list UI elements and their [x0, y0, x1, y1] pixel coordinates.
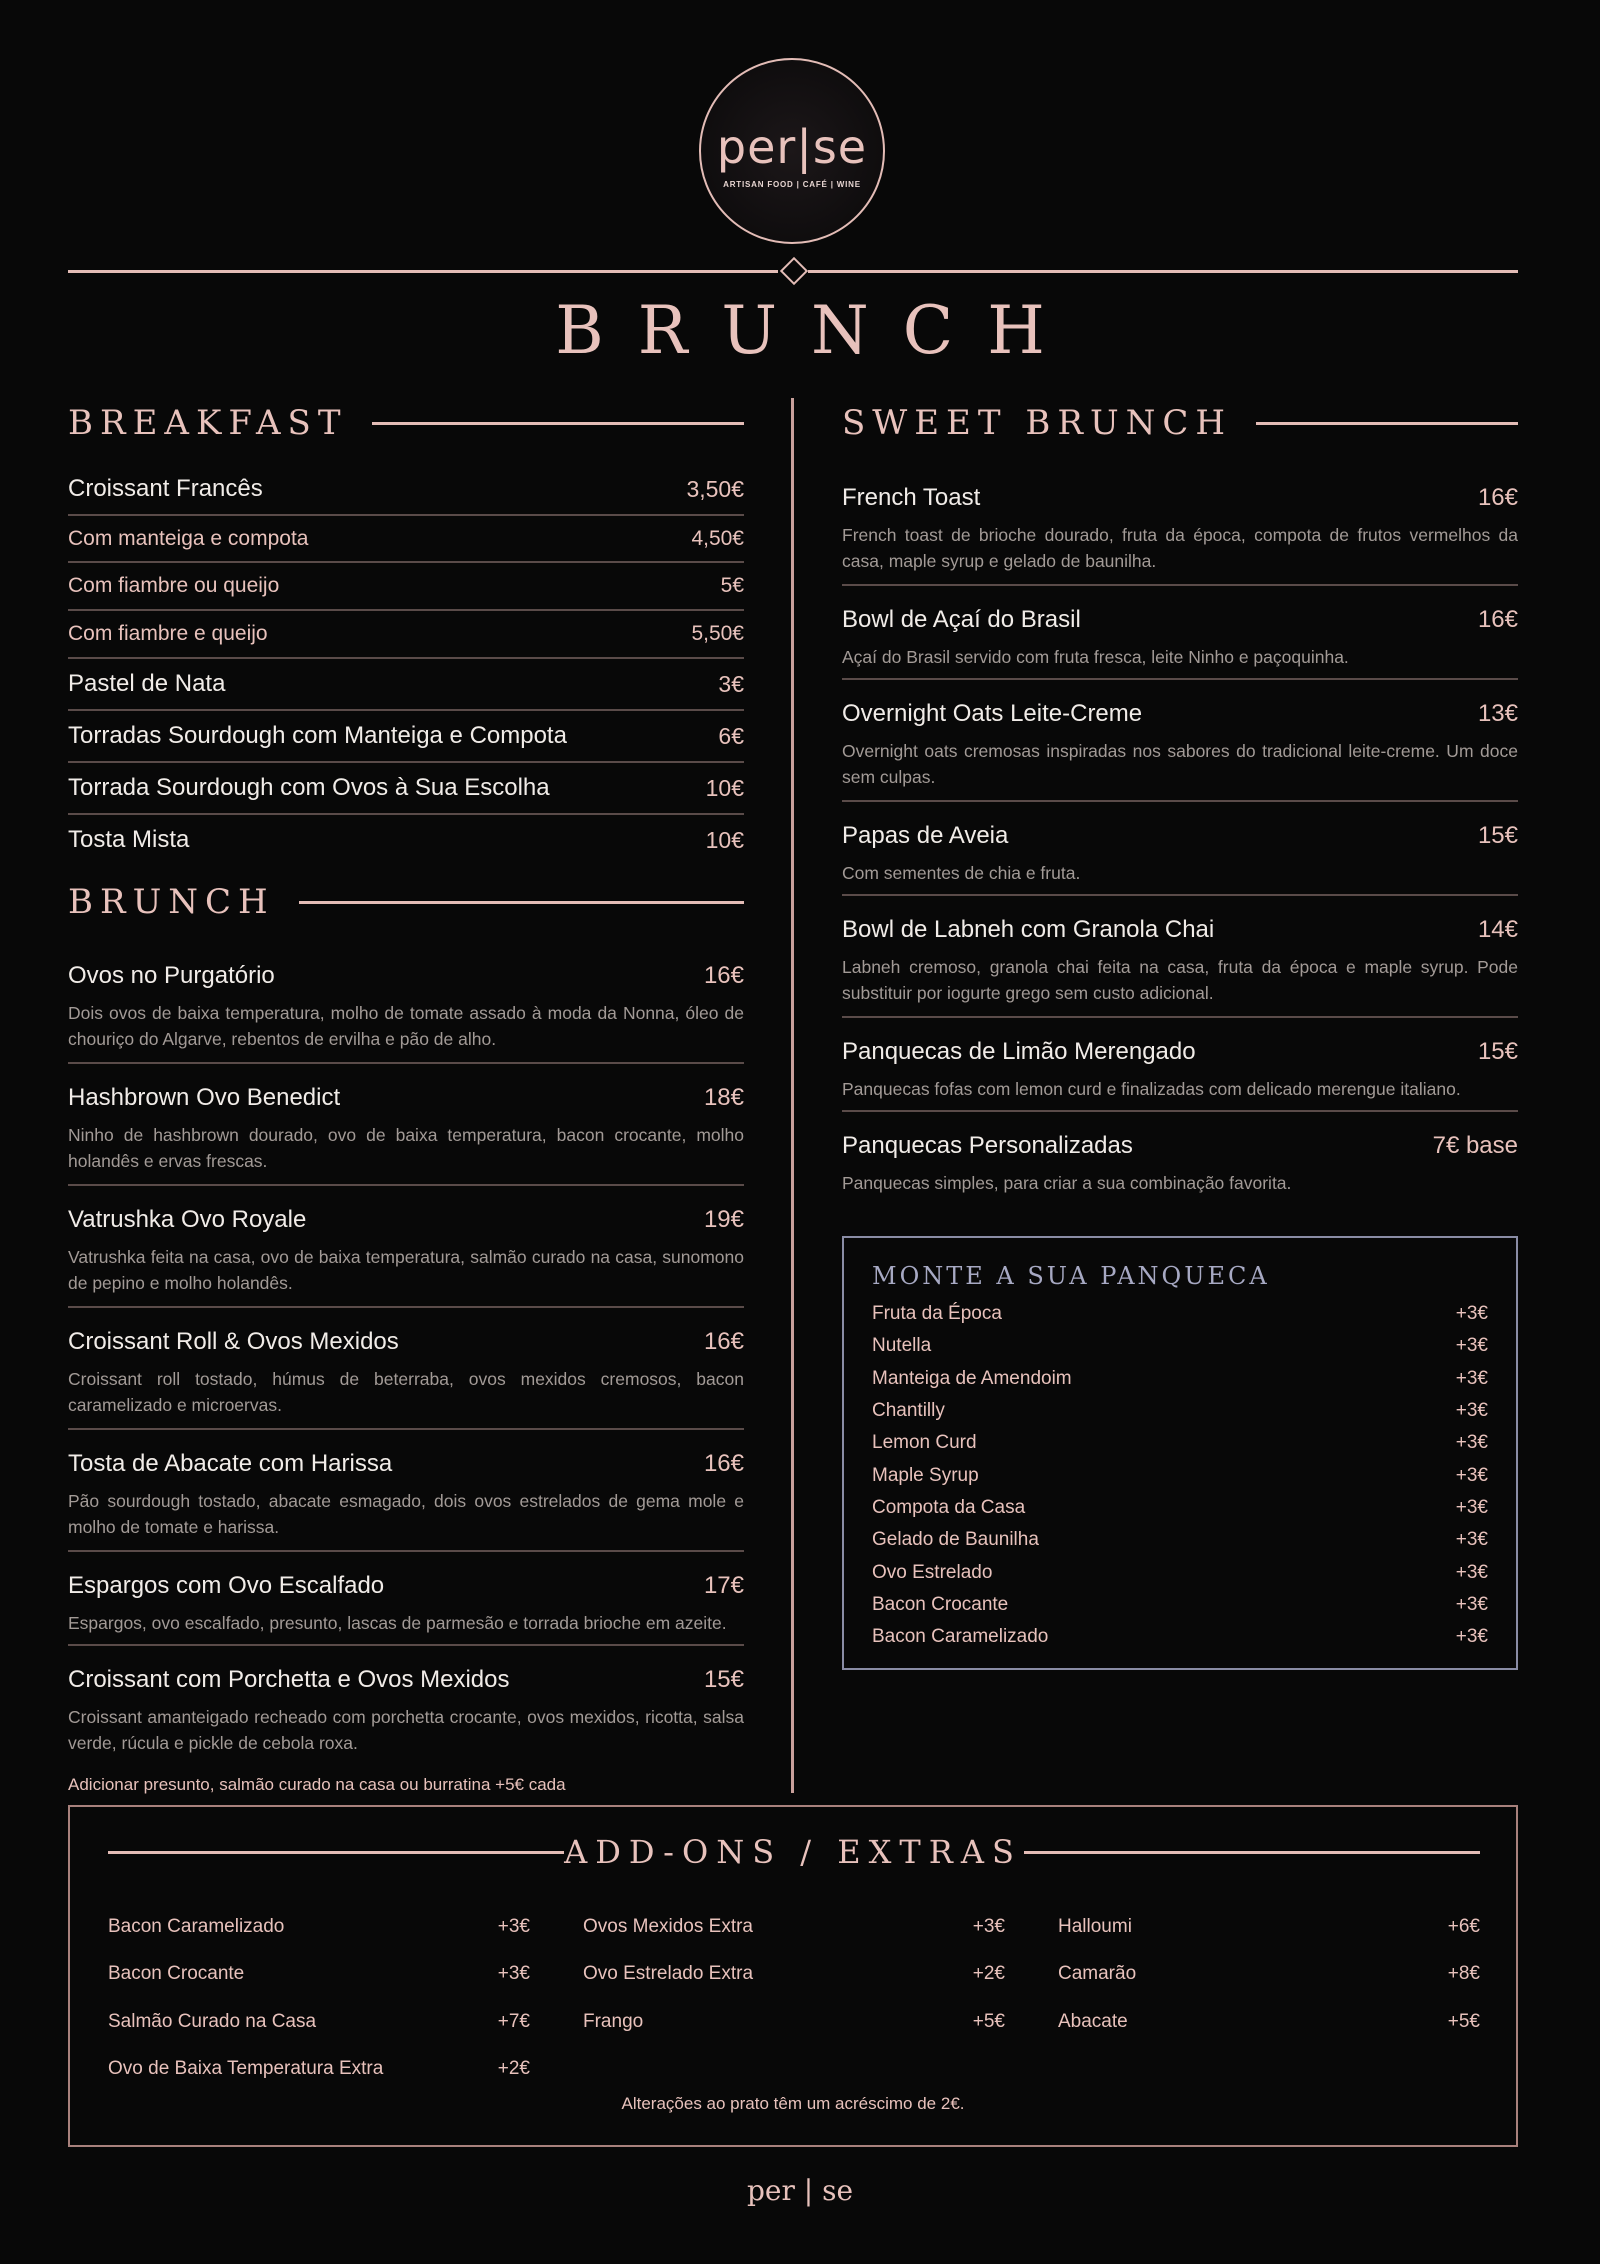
dish-price: 15€	[703, 1666, 744, 1693]
dish-description: Com sementes de chia e fruta.	[842, 863, 1081, 883]
breakfast-item-name: Com fiambre ou queijo	[68, 574, 280, 597]
dish-name: Papas de Aveia	[842, 822, 1009, 849]
pancake-topping	[872, 1621, 1488, 1653]
dish-description: French toast de brioche dourado, fruta da época, compota de frutos vermelhos da casa, maple syrup e gelado de baunilha.	[842, 525, 1518, 571]
pancake-topping-price: +3€	[1455, 1561, 1488, 1583]
pancake-topping-price: +3€	[1455, 1593, 1488, 1615]
breakfast-item	[68, 464, 744, 516]
header-divider-right	[808, 270, 1518, 273]
addon-item	[583, 1903, 1005, 1951]
brunch-title: BRUNCH	[68, 882, 275, 922]
breakfast-item-price: 3€	[718, 670, 744, 697]
pancake-topping	[872, 1524, 1488, 1556]
dish-item	[68, 1444, 744, 1552]
breakfast-item	[68, 659, 744, 711]
addon-price: +5€	[1447, 2010, 1480, 2032]
dish-price: 16€	[703, 1450, 744, 1477]
addon-item	[108, 2046, 530, 2094]
addon-price: +6€	[1447, 1915, 1480, 1937]
dish-price: 16€	[1477, 606, 1518, 633]
dish-name: Overnight Oats Leite-Creme	[842, 700, 1143, 727]
addon-price: +5€	[972, 2010, 1005, 2032]
pancake-topping-name: Chantilly	[872, 1400, 945, 1422]
dish-header	[68, 1666, 744, 1694]
pancake-topping-price: +3€	[1455, 1432, 1488, 1454]
addon-name: Salmão Curado na Casa	[108, 2010, 317, 2032]
sweet-brunch-heading-rule	[1256, 422, 1518, 425]
dish-header	[68, 1450, 744, 1478]
pancake-topping	[872, 1395, 1488, 1427]
addon-item	[1058, 1951, 1480, 1999]
pancake-topping-price: +3€	[1455, 1464, 1488, 1486]
breakfast-item-price: 4,50€	[691, 526, 744, 550]
dish-description: Panquecas simples, para criar a sua combinação favorita.	[842, 1173, 1292, 1193]
dish-item	[68, 1566, 744, 1646]
dish-description: Vatrushka feita na casa, ovo de baixa temperatura, salmão curado na casa, sunomono de pepino e molho holandês.	[68, 1247, 744, 1293]
addon-price: +3€	[972, 1915, 1005, 1937]
breakfast-item	[68, 611, 744, 659]
dish-name: Ovos no Purgatório	[68, 962, 275, 989]
addons-column-1	[108, 1903, 530, 2093]
addon-name: Halloumi	[1058, 1915, 1132, 1937]
breakfast-item-price: 6€	[718, 722, 744, 749]
page-title: BRUNCH	[555, 292, 1079, 369]
addon-price: +2€	[497, 2058, 530, 2080]
dish-item	[68, 1078, 744, 1186]
dish-name: Panquecas de Limão Merengado	[842, 1038, 1196, 1065]
dish-price: 7€ base	[1432, 1132, 1518, 1159]
dish-price: 13€	[1477, 700, 1518, 727]
dish-description: Overnight oats cremosas inspiradas nos sabores do tradicional leite-creme. Um doce sem culpas.	[842, 741, 1518, 787]
dish-item	[68, 1660, 744, 1753]
sweet-brunch-heading	[842, 403, 1518, 443]
logo-word: per|se	[716, 120, 868, 174]
dish-item	[68, 956, 744, 1064]
dish-name: Croissant Roll & Ovos Mexidos	[68, 1328, 399, 1355]
breakfast-item-name: Tosta Mista	[68, 826, 190, 853]
pancake-topping-name: Manteiga de Amendoim	[872, 1367, 1072, 1389]
addon-item	[1058, 1903, 1480, 1951]
breakfast-item	[68, 815, 744, 865]
addon-name: Ovo de Baixa Temperatura Extra	[108, 2058, 384, 2080]
addon-item	[108, 1951, 530, 1999]
pancake-topping-name: Compota da Casa	[872, 1496, 1026, 1518]
breakfast-item-price: 5€	[720, 574, 744, 597]
dish-description: Espargos, ovo escalfado, presunto, lascas de parmesão e torrada brioche em azeite.	[68, 1613, 727, 1633]
breakfast-item-name: Com fiambre e queijo	[68, 622, 268, 645]
addon-price: +2€	[972, 1963, 1005, 1985]
dish-price: 16€	[703, 1328, 744, 1355]
breakfast-item	[68, 763, 744, 815]
pancake-topping-price: +3€	[1455, 1400, 1488, 1422]
addon-price: +7€	[497, 2010, 530, 2032]
pancake-topping-price: +3€	[1455, 1303, 1488, 1325]
dish-header	[68, 962, 744, 990]
dish-name: Croissant com Porchetta e Ovos Mexidos	[68, 1666, 510, 1693]
dish-item	[842, 1032, 1518, 1112]
dish-header	[842, 822, 1518, 850]
addon-item	[108, 1998, 530, 2046]
brunch-addon-note: Adicionar presunto, salmão curado na casa ou burratina +5€ cada	[68, 1775, 566, 1794]
pancake-topping-name: Nutella	[872, 1335, 932, 1357]
dish-price: 16€	[703, 962, 744, 989]
footer-logo: per | se	[746, 2174, 854, 2207]
dish-header	[68, 1206, 744, 1234]
dish-description: Croissant amanteigado recheado com porchetta crocante, ovos mexidos, ricotta, salsa verde, rúcula e pickle de cebola roxa.	[68, 1707, 744, 1753]
addon-name: Bacon Caramelizado	[108, 1915, 285, 1937]
sweet-brunch-title: SWEET BRUNCH	[842, 403, 1233, 443]
dish-name: Tosta de Abacate com Harissa	[68, 1450, 393, 1477]
brunch-list	[68, 956, 744, 1764]
breakfast-title: BREAKFAST	[68, 403, 348, 443]
pancake-topping	[872, 1556, 1488, 1588]
addon-item	[583, 1951, 1005, 1999]
breakfast-item-price: 3,50€	[686, 475, 744, 502]
dish-name: French Toast	[842, 484, 981, 511]
pancake-topping-name: Maple Syrup	[872, 1464, 979, 1486]
brunch-heading-rule	[299, 901, 744, 904]
dish-price: 14€	[1477, 916, 1518, 943]
addon-price: +8€	[1447, 1963, 1480, 1985]
breakfast-heading-rule	[372, 422, 744, 425]
dish-item	[842, 1126, 1518, 1206]
dish-item	[842, 600, 1518, 680]
pancake-topping	[872, 1459, 1488, 1491]
dish-item	[842, 478, 1518, 586]
dish-description: Labneh cremoso, granola chai feita na casa, fruta da época e maple syrup. Pode substituir por iogurte grego sem custo adicional.	[842, 957, 1518, 1003]
dish-description: Açaí do Brasil servido com fruta fresca, leite Ninho e paçoquinha.	[842, 647, 1349, 667]
dish-description: Panquecas fofas com lemon curd e finalizadas com delicado merengue italiano.	[842, 1079, 1461, 1099]
breakfast-list	[68, 464, 744, 865]
pancake-topping	[872, 1298, 1488, 1330]
breakfast-item-name: Croissant Francês	[68, 475, 263, 502]
dish-name: Bowl de Labneh com Granola Chai	[842, 916, 1215, 943]
addons-rule-right	[1024, 1851, 1480, 1854]
addon-name: Ovos Mexidos Extra	[583, 1915, 753, 1937]
dish-price: 17€	[703, 1572, 744, 1599]
addon-name: Frango	[583, 2010, 644, 2032]
addon-item	[108, 1903, 530, 1951]
dish-header	[842, 1132, 1518, 1160]
pancake-builder-list	[872, 1298, 1488, 1653]
dish-header	[68, 1328, 744, 1356]
addons-title: ADD-ONS / EXTRAS	[564, 1833, 1022, 1871]
breakfast-item	[68, 563, 744, 611]
addon-price: +3€	[497, 1915, 530, 1937]
brunch-heading	[68, 882, 744, 922]
addons-column-3	[1058, 1903, 1480, 2046]
addon-name: Ovo Estrelado Extra	[583, 1963, 754, 1985]
addons-column-2	[583, 1903, 1005, 2046]
addon-name: Camarão	[1058, 1963, 1137, 1985]
dish-name: Hashbrown Ovo Benedict	[68, 1084, 341, 1111]
breakfast-item	[68, 516, 744, 563]
pancake-topping-name: Gelado de Baunilha	[872, 1529, 1039, 1551]
pancake-builder-title: MONTE A SUA PANQUECA	[872, 1262, 1270, 1290]
addon-price: +3€	[497, 1963, 530, 1985]
dish-header	[842, 916, 1518, 944]
dish-price: 16€	[1477, 484, 1518, 511]
pancake-topping	[872, 1492, 1488, 1524]
pancake-topping-price: +3€	[1455, 1529, 1488, 1551]
pancake-topping-name: Bacon Caramelizado	[872, 1626, 1049, 1648]
addon-item	[583, 1998, 1005, 2046]
dish-description: Ninho de hashbrown dourado, ovo de baixa temperatura, bacon crocante, molho holandês e ervas frescas.	[68, 1125, 744, 1171]
breakfast-item-name: Com manteiga e compota	[68, 526, 309, 550]
dish-item	[842, 910, 1518, 1018]
dish-price: 15€	[1477, 822, 1518, 849]
addon-name: Bacon Crocante	[108, 1963, 245, 1985]
dish-description: Croissant roll tostado, húmus de beterraba, ovos mexidos cremosos, bacon caramelizado e microervas.	[68, 1369, 744, 1415]
pancake-topping	[872, 1363, 1488, 1395]
dish-description: Dois ovos de baixa temperatura, molho de tomate assado à moda da Nonna, óleo de chouriço do Algarve, rebentos de ervilha e pão de alho.	[68, 1003, 744, 1049]
dish-item	[842, 816, 1518, 896]
pancake-topping-name: Fruta da Época	[872, 1303, 1002, 1325]
breakfast-item-price: 5,50€	[691, 622, 744, 645]
dish-item	[68, 1322, 744, 1430]
pancake-topping	[872, 1589, 1488, 1621]
pancake-topping-price: +3€	[1455, 1335, 1488, 1357]
sweet-brunch-list	[842, 478, 1518, 1220]
header-divider-diamond	[780, 257, 808, 285]
pancake-topping-name: Bacon Crocante	[872, 1593, 1009, 1615]
column-divider	[791, 398, 794, 1793]
dish-item	[68, 1200, 744, 1308]
pancake-topping	[872, 1330, 1488, 1362]
pancake-topping-price: +3€	[1455, 1367, 1488, 1389]
dish-header	[68, 1572, 744, 1600]
addons-note: Alterações ao prato têm um acréscimo de 2€.	[621, 2094, 965, 2113]
dish-price: 15€	[1477, 1038, 1518, 1065]
dish-header	[842, 484, 1518, 512]
breakfast-item	[68, 711, 744, 763]
breakfast-item-name: Torrada Sourdough com Ovos à Sua Escolha	[68, 774, 550, 801]
dish-header	[842, 1038, 1518, 1066]
dish-description: Pão sourdough tostado, abacate esmagado, dois ovos estrelados de gema mole e molho de tomate e harissa.	[68, 1491, 744, 1537]
pancake-topping	[872, 1427, 1488, 1459]
pancake-topping-name: Lemon Curd	[872, 1432, 977, 1454]
addons-box	[68, 1805, 1518, 2147]
dish-header	[68, 1084, 744, 1112]
pancake-builder-box	[842, 1236, 1518, 1670]
dish-header	[842, 700, 1518, 728]
logo-tagline: ARTISAN FOOD | CAFÉ | WINE	[723, 180, 861, 189]
breakfast-heading	[68, 403, 744, 443]
brand-logo	[699, 58, 885, 244]
header-divider-left	[68, 270, 778, 273]
pancake-topping-price: +3€	[1455, 1626, 1488, 1648]
dish-name: Panquecas Personalizadas	[842, 1132, 1133, 1159]
dish-item	[842, 694, 1518, 802]
addon-name: Abacate	[1058, 2010, 1128, 2032]
pancake-topping-name: Ovo Estrelado	[872, 1561, 993, 1583]
pancake-topping-price: +3€	[1455, 1496, 1488, 1518]
addon-item	[1058, 1998, 1480, 2046]
dish-name: Vatrushka Ovo Royale	[68, 1206, 307, 1233]
breakfast-item-price: 10€	[705, 826, 744, 853]
dish-price: 19€	[703, 1206, 744, 1233]
dish-name: Bowl de Açaí do Brasil	[842, 606, 1081, 633]
dish-price: 18€	[703, 1084, 744, 1111]
breakfast-item-name: Pastel de Nata	[68, 670, 226, 697]
dish-name: Espargos com Ovo Escalfado	[68, 1572, 385, 1599]
dish-header	[842, 606, 1518, 634]
breakfast-item-name: Torradas Sourdough com Manteiga e Compota	[68, 722, 567, 749]
breakfast-item-price: 10€	[705, 774, 744, 801]
